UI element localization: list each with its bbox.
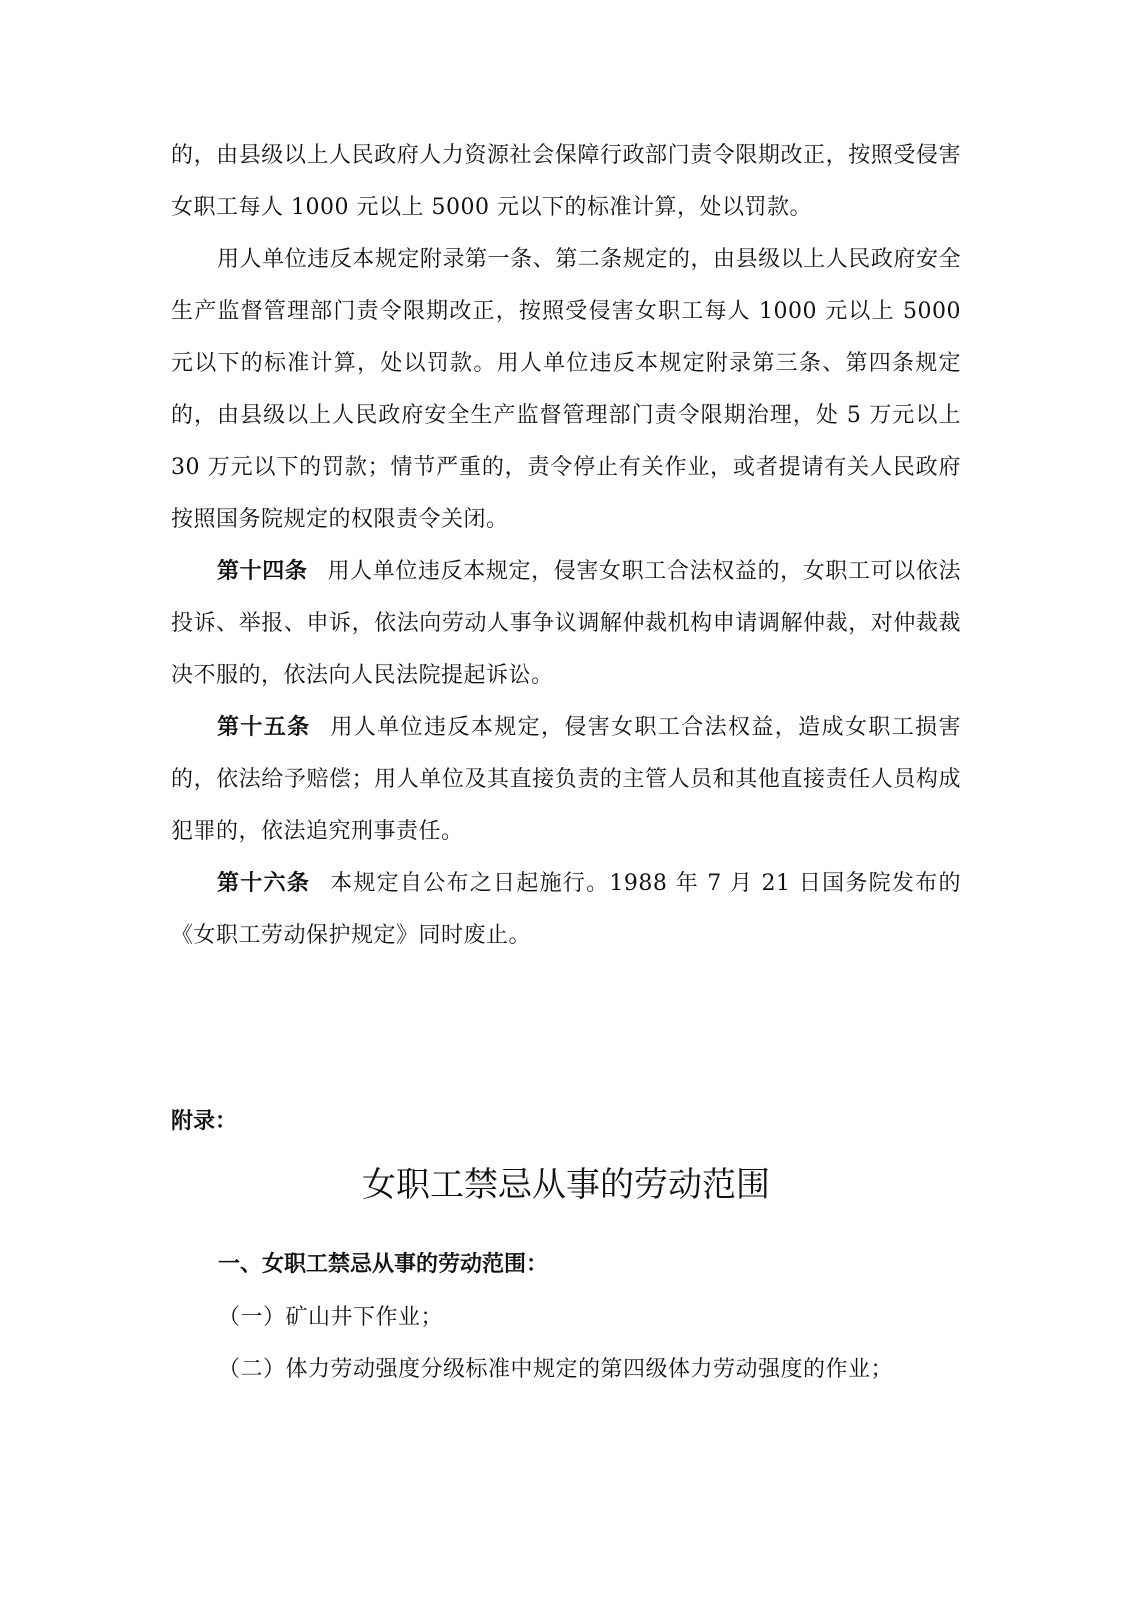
article-15-text: 用人单位违反本规定，侵害女职工合法权益，造成女职工损害的，依法给予赔偿；用人单位及其直接负责的主管人员和其他直接责任人员构成犯罪的，依法追究刑事责任。 xyxy=(171,715,961,844)
appendix-list-item: （二）体力劳动强度分级标准中规定的第四级体力劳动强度的作业； xyxy=(218,1357,894,1382)
article-15-label: 第十五条 xyxy=(217,715,311,740)
appendix-title: 女职工禁忌从事的劳动范围 xyxy=(362,1165,770,1205)
article-15 xyxy=(171,702,961,858)
article-14-text: 用人单位违反本规定，侵害女职工合法权益的，女职工可以依法投诉、举报、申诉，依法向劳动人事争议调解仲裁机构申请调解仲裁，对仲裁裁决不服的，依法向人民法院提起诉讼。 xyxy=(171,559,961,688)
paragraph-penalty-continued: 的，由县级以上人民政府人力资源社会保障行政部门责令限期改正，按照受侵害女职工每人 1000 元以上 5000 元以下的标准计算，处以罚款。 xyxy=(171,143,961,220)
article-14-label: 第十四条 xyxy=(217,559,308,584)
article-14 xyxy=(171,546,961,702)
appendix-section-heading: 一、女职工禁忌从事的劳动范围： xyxy=(218,1252,549,1277)
paragraph-safety-penalty: 用人单位违反本规定附录第一条、第二条规定的，由县级以上人民政府安全生产监督管理部门责令限期改正，按照受侵害女职工每人 1000 元以上 5000 元以下的标准计算，处以罚款。用人单位违反本规定附录第三条、第四条规定的，由县级以上人民政府安全生产监督管理部门责令限期治理，处 5 万元以上 30 万元以下的罚款；情节严重的，责令停止有关作业，或者提请有关人民政府按照国务院规定的权限责令关闭。 xyxy=(171,247,961,532)
article-16-label: 第十六条 xyxy=(217,871,311,896)
article-16 xyxy=(171,858,961,962)
article-16-text: 本规定自公布之日起施行。1988 年 7 月 21 日国务院发布的《女职工劳动保护规定》同时废止。 xyxy=(171,871,961,948)
appendix-label: 附录： xyxy=(171,1109,238,1134)
appendix-list-item: （一）矿山井下作业； xyxy=(218,1305,444,1330)
